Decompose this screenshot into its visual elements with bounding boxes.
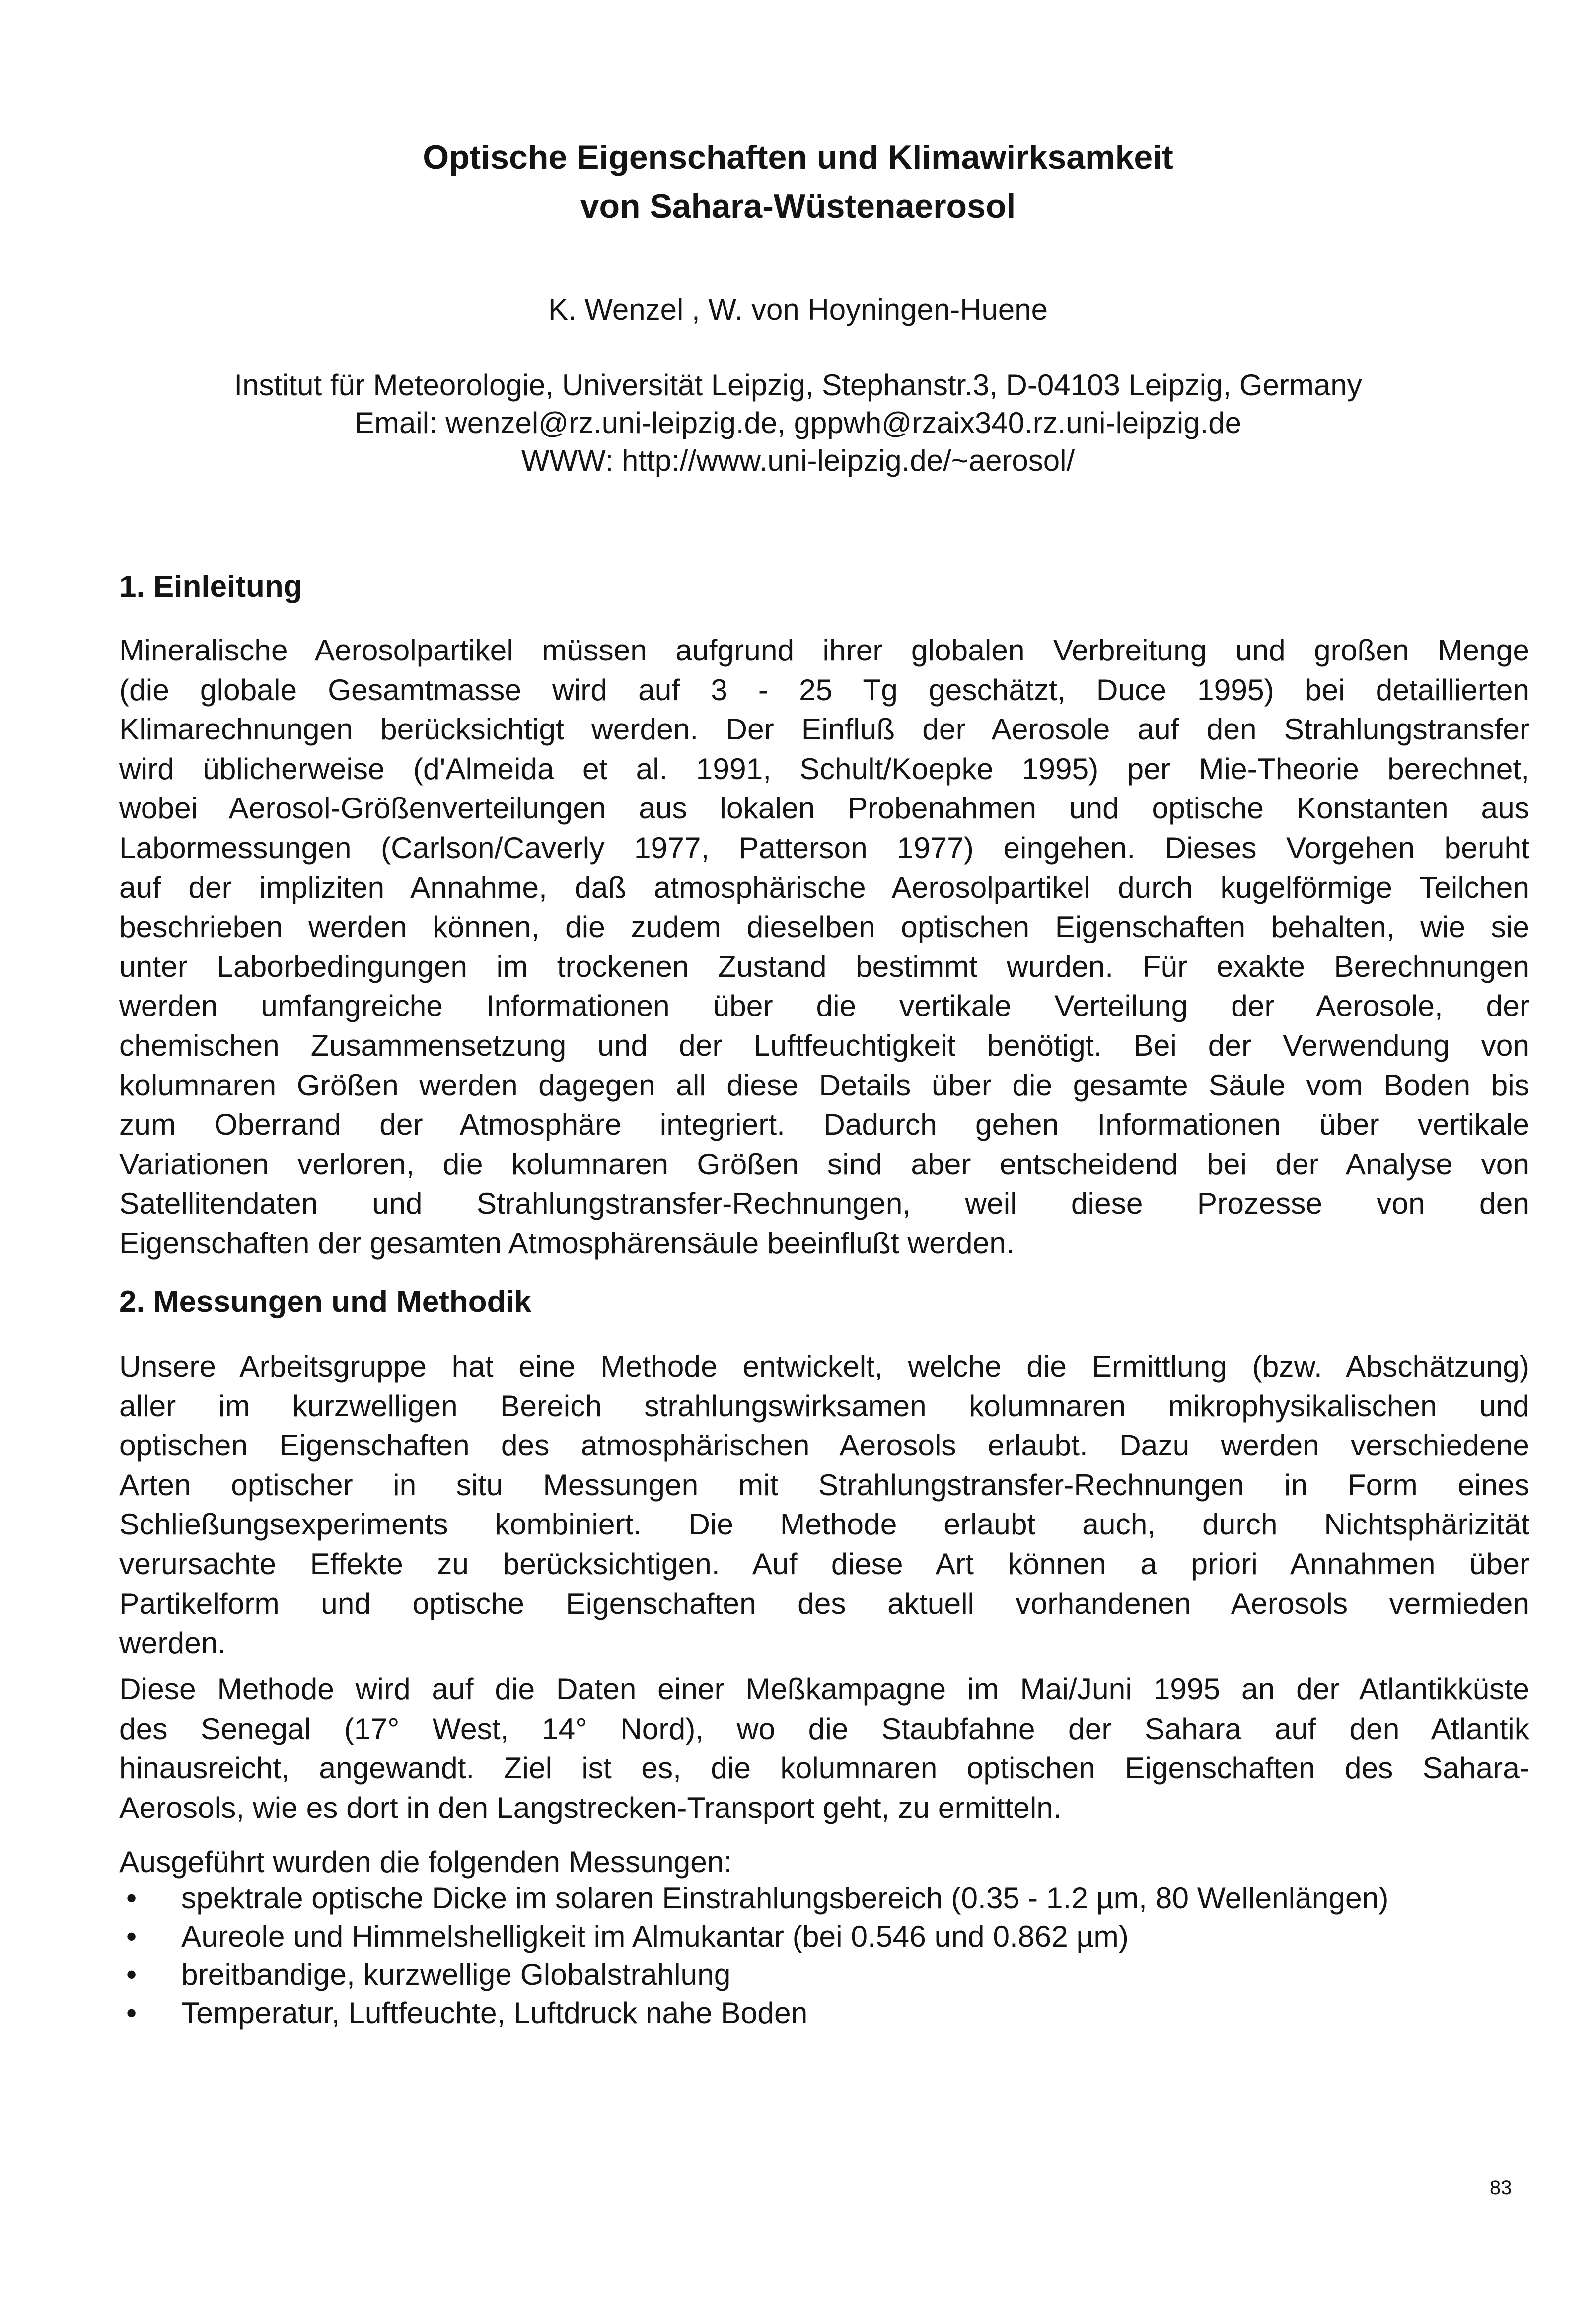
title-line-1: Optische Eigenschaften und Klimawirksamkeit bbox=[423, 139, 1173, 176]
section-2-paragraph-1-line: Schließungsexperiments kombiniert. Die Methode erlaubt auch, durch Nichtsphärizität bbox=[119, 1507, 1529, 1541]
section-2-heading: 2. Messungen und Methodik bbox=[119, 1285, 532, 1319]
bullet-icon: • bbox=[126, 1881, 137, 1915]
bullet-icon: • bbox=[126, 1919, 137, 1953]
measurement-list-intro bbox=[119, 1842, 1529, 1882]
section-2-paragraph-1-line: Arten optischer in situ Messungen mit Strahlungstransfer-Rechnungen in Form eines bbox=[119, 1467, 1529, 1502]
section-1-line: chemischen Zusammensetzung und der Luftfeuchtigkeit benötigt. Bei der Verwendung von bbox=[119, 1028, 1529, 1062]
section-1-line: beschrieben werden können, die zudem dieselben optischen Eigenschaften behalten, wie sie bbox=[119, 910, 1529, 944]
list-item-text: Temperatur, Luftfeuchte, Luftdruck nahe Boden bbox=[181, 1996, 808, 2030]
section-1-line: Klimarechnungen berücksichtigt werden. Der Einfluß der Aerosole auf den Strahlungstransfer bbox=[119, 712, 1529, 746]
section-1-line: (die globale Gesamtmasse wird auf 3 - 25 Tg geschätzt, Duce 1995) bei detaillierten bbox=[119, 672, 1529, 707]
list-item bbox=[119, 1956, 1529, 1994]
section-2-paragraph-1 bbox=[119, 1347, 1529, 1663]
list-item bbox=[119, 1879, 1529, 1917]
section-2-paragraph-2-line: des Senegal (17° West, 14° Nord), wo die Staubfahne der Sahara auf den Atlantik bbox=[119, 1711, 1529, 1745]
section-1-line: wird üblicherweise (d'Almeida et al. 1991, Schult/Koepke 1995) per Mie-Theorie berechnet, bbox=[119, 751, 1529, 786]
bullet-icon: • bbox=[126, 1996, 137, 2030]
section-2-paragraph-1-line: werden. bbox=[119, 1626, 226, 1660]
section-2-paragraph-2-line: hinausreicht, angewandt. Ziel ist es, die kolumnaren optischen Eigenschaften des Sahara- bbox=[119, 1751, 1529, 1785]
section-2-paragraph-2 bbox=[119, 1669, 1529, 1827]
section-1-line: wobei Aerosol-Größenverteilungen aus lokalen Probenahmen und optische Konstanten aus bbox=[119, 791, 1529, 825]
author-list: K. Wenzel , W. von Hoyningen-Huene bbox=[548, 293, 1048, 326]
section-2-paragraph-1-line: aller im kurzwelligen Bereich strahlungswirksamen kolumnaren mikrophysikalischen und bbox=[119, 1388, 1529, 1423]
section-1-line: auf der impliziten Annahme, daß atmosphärische Aerosolpartikel durch kugelförmige Teilchen bbox=[119, 870, 1529, 904]
list-item-text: breitbandige, kurzwellige Globalstrahlung bbox=[181, 1958, 731, 1991]
section-2-paragraph-1-line: Partikelform und optische Eigenschaften des aktuell vorhandenen Aerosols vermieden bbox=[119, 1586, 1529, 1620]
section-1-paragraph bbox=[119, 631, 1529, 1263]
bullet-icon: • bbox=[126, 1958, 137, 1991]
section-1-line: werden umfangreiche Informationen über die vertikale Verteilung der Aerosole, der bbox=[119, 989, 1529, 1023]
section-1-line: Variationen verloren, die kolumnaren Größen sind aber entscheidend bei der Analyse von bbox=[119, 1147, 1529, 1181]
section-1-line: unter Laborbedingungen im trockenen Zustand bestimmt wurden. Für exakte Berechnungen bbox=[119, 949, 1529, 983]
section-2-paragraph-1-line: Unsere Arbeitsgruppe hat eine Methode entwickelt, welche die Ermittlung (bzw. Abschätzung) bbox=[119, 1349, 1529, 1383]
section-2-paragraph-2-line: Aerosols, wie es dort in den Langstrecken-Transport geht, zu ermitteln. bbox=[119, 1790, 1062, 1824]
page-number: 83 bbox=[1490, 2177, 1512, 2199]
list-item-text: spektrale optische Dicke im solaren Einstrahlungsbereich (0.35 - 1.2 µm, 80 Wellenlängen) bbox=[181, 1881, 1389, 1915]
section-1-line: Eigenschaften der gesamten Atmosphärensäule beeinflußt werden. bbox=[119, 1226, 1015, 1260]
affiliation-website: WWW: http://www.uni-leipzig.de/~aerosol/ bbox=[521, 444, 1075, 477]
section-2-paragraph-1-line: optischen Eigenschaften des atmosphärischen Aerosols erlaubt. Dazu werden verschiedene bbox=[119, 1428, 1529, 1462]
section-2-paragraph-2-line: Diese Methode wird auf die Daten einer Meßkampagne im Mai/Juni 1995 an der Atlantikküste bbox=[119, 1672, 1529, 1706]
list-item bbox=[119, 1994, 1529, 2032]
section-1-line: kolumnaren Größen werden dagegen all diese Details über die gesamte Säule vom Boden bis bbox=[119, 1068, 1529, 1102]
list-item bbox=[119, 1917, 1529, 1956]
section-1-line: Labormessungen (Carlson/Caverly 1977, Patterson 1977) eingehen. Dieses Vorgehen beruht bbox=[119, 830, 1529, 865]
section-1-line: Mineralische Aerosolpartikel müssen aufgrund ihrer globalen Verbreitung und großen Menge bbox=[119, 633, 1529, 667]
measurement-list bbox=[119, 1879, 1529, 2032]
section-1-heading: 1. Einleitung bbox=[119, 570, 302, 604]
section-2-paragraph-1-line: verursachte Effekte zu berücksichtigen. Auf diese Art können a priori Annahmen über bbox=[119, 1546, 1529, 1581]
list-item-text: Aureole und Himmelshelligkeit im Almukantar (bei 0.546 und 0.862 µm) bbox=[181, 1919, 1129, 1953]
affiliation-block bbox=[0, 366, 1596, 480]
affiliation-institute: Institut für Meteorologie, Universität Leipzig, Stephanstr.3, D-04103 Leipzig, Germany bbox=[234, 368, 1362, 402]
affiliation-email: Email: wenzel@rz.uni-leipzig.de, gppwh@rzaix340.rz.uni-leipzig.de bbox=[355, 406, 1241, 439]
measurement-list-intro-text: Ausgeführt wurden die folgenden Messungen: bbox=[119, 1845, 732, 1879]
paper-title bbox=[0, 133, 1596, 230]
section-1-line: zum Oberrand der Atmosphäre integriert. Dadurch gehen Informationen über vertikale bbox=[119, 1107, 1529, 1142]
section-1-line: Satellitendaten und Strahlungstransfer-Rechnungen, weil diese Prozesse von den bbox=[119, 1186, 1529, 1221]
title-line-2: von Sahara-Wüstenaerosol bbox=[580, 187, 1016, 225]
